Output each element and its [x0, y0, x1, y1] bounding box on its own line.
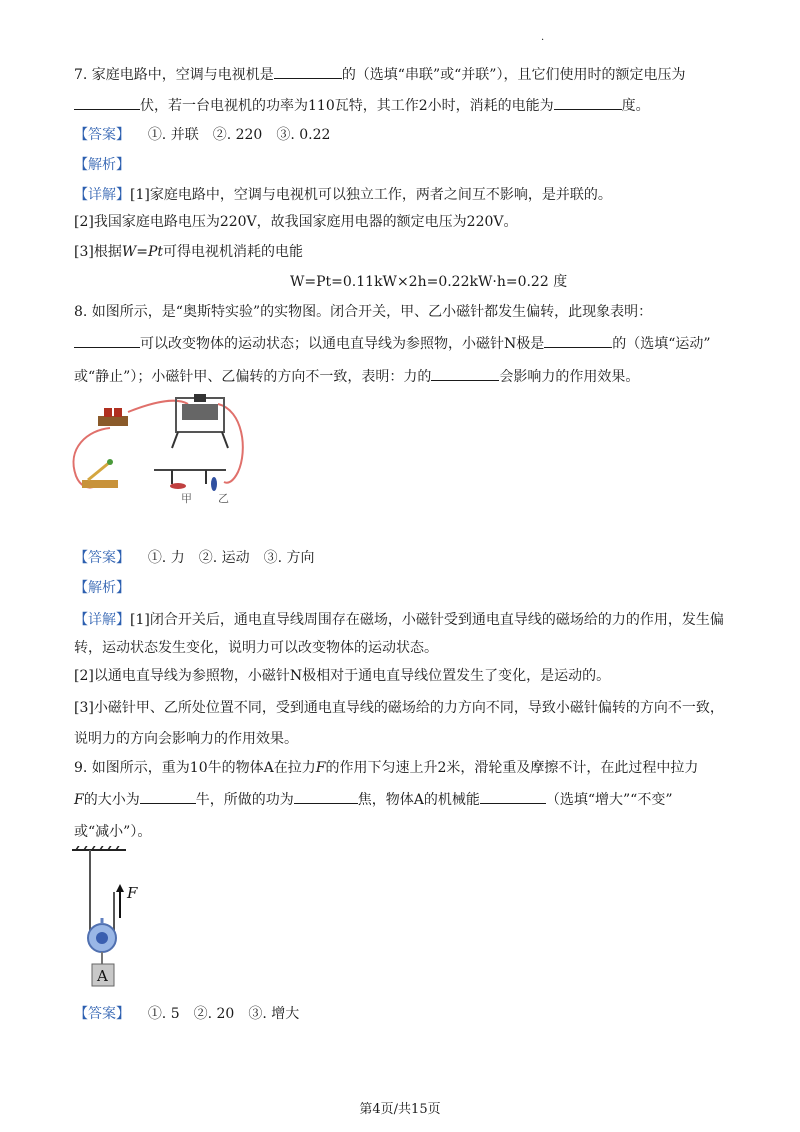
- q7-blank-1: [274, 64, 342, 79]
- q7-detail-1: 【详解】[1]家庭电路中，空调与电视机可以独立工作，两者之间互不影响，是并联的。: [74, 187, 612, 203]
- battery-cell-1: [104, 408, 112, 417]
- rheostat-leg-left: [172, 432, 178, 448]
- q7-blank-3: [554, 95, 622, 110]
- q8-stem-line2: 可以改变物体的运动状态；以通电直导线为参照物，小磁针N极是 的（选填“运动”: [74, 333, 711, 354]
- q7-detail-2: [2]我国家庭电路电压为220V，故我国家庭用电器的额定电压为220V。: [74, 214, 518, 230]
- q8-answer: 【答案】 ①. 力 ②. 运动 ③. 方向: [74, 550, 315, 566]
- q9-blank-1: [140, 789, 196, 804]
- wire-top: [128, 401, 188, 412]
- switch-base: [82, 480, 118, 488]
- q7-equation: W=Pt=0.11kW×2h=0.22kW·h=0.22 度: [290, 274, 568, 290]
- q9-blank-3: [480, 789, 546, 804]
- q8-detail-1b: 转，运动状态发生变化，说明力可以改变物体的运动状态。: [74, 640, 438, 656]
- block-a-label: A: [97, 967, 108, 985]
- q7-detail-3: [3]根据W=Pt可得电视机消耗的电能: [74, 244, 304, 260]
- q8-detail-3b: 说明力的方向会影响力的作用效果。: [74, 731, 298, 747]
- rheostat-leg-right: [222, 432, 228, 448]
- q7-stem-line1: 7. 家庭电路中，空调与电视机是 的（选填“串联”或“并联”），且它们使用时的额定电压为: [74, 64, 685, 85]
- q8-detail-2: [2]以通电直导线为参照物，小磁针N极相对于通电直导线位置发生了变化，是运动的。: [74, 668, 611, 684]
- q9-blank-2: [294, 789, 358, 804]
- q7-stem-line2: 伏，若一台电视机的功率为110瓦特，其工作2小时，消耗的电能为 度。: [74, 95, 650, 116]
- corner-mark: .: [541, 32, 545, 43]
- q8-detail-3: [3]小磁针甲、乙所处位置不同，受到通电直导线的磁场给的力方向不同，导致小磁针偏转的方向不一致，: [74, 700, 724, 716]
- q7-answer: 【答案】 ①. 并联 ②. 220 ③. 0.22: [74, 127, 331, 143]
- fig-label-yi: 乙: [218, 492, 229, 505]
- force-arrowhead: [116, 884, 124, 892]
- oersted-experiment-figure: [68, 390, 268, 508]
- q8-blank-2: [544, 333, 612, 348]
- q8-stem-line3: 或“静止”）；小磁针甲、乙偏转的方向不一致，表明：力的 会影响力的作用效果。: [74, 366, 639, 387]
- battery-cell-2: [114, 408, 122, 417]
- q9-stem-line3: 或“减小”）。: [74, 824, 152, 840]
- rheostat-slider: [194, 394, 206, 402]
- q9-stem-line1: 9. 如图所示，重为10牛的物体A在拉力F的作用下匀速上升2米，滑轮重及摩擦不计，在此过程中拉力: [74, 760, 699, 776]
- fig-label-jia: 甲: [181, 492, 192, 505]
- switch-knob: [107, 459, 113, 465]
- pulley-axle: [96, 932, 108, 944]
- q9-answer: 【答案】 ①. 5 ②. 20 ③. 增大: [74, 1006, 300, 1022]
- compass-needle-yi: [211, 477, 217, 491]
- q8-blank-3: [431, 366, 499, 381]
- force-label: F: [127, 884, 138, 902]
- battery-box-base: [98, 416, 128, 426]
- rheostat-coil: [182, 404, 218, 420]
- q8-analysis-tag: 【解析】: [74, 580, 130, 596]
- q7-analysis-tag: 【解析】: [74, 157, 130, 173]
- q7-blank-2: [74, 95, 140, 110]
- q8-stem-line1: 8. 如图所示，是“奥斯特实验”的实物图。闭合开关，甲、乙小磁针都发生偏转，此现象表明：: [74, 304, 653, 320]
- q8-detail-1: 【详解】[1]闭合开关后，通电直导线周围存在磁场，小磁针受到通电直导线的磁场给的力的作用，发生偏: [74, 612, 724, 628]
- page-footer: 第4页/共15页: [359, 1102, 441, 1117]
- q8-blank-1: [74, 333, 140, 348]
- movable-pulley-figure: [70, 846, 160, 994]
- compass-needle-jia: [170, 483, 186, 489]
- switch-lever: [88, 462, 110, 480]
- q9-stem-line2: F的大小为 牛，所做的功为 焦，物体A的机械能 （选填“增大”“不变”: [74, 789, 672, 810]
